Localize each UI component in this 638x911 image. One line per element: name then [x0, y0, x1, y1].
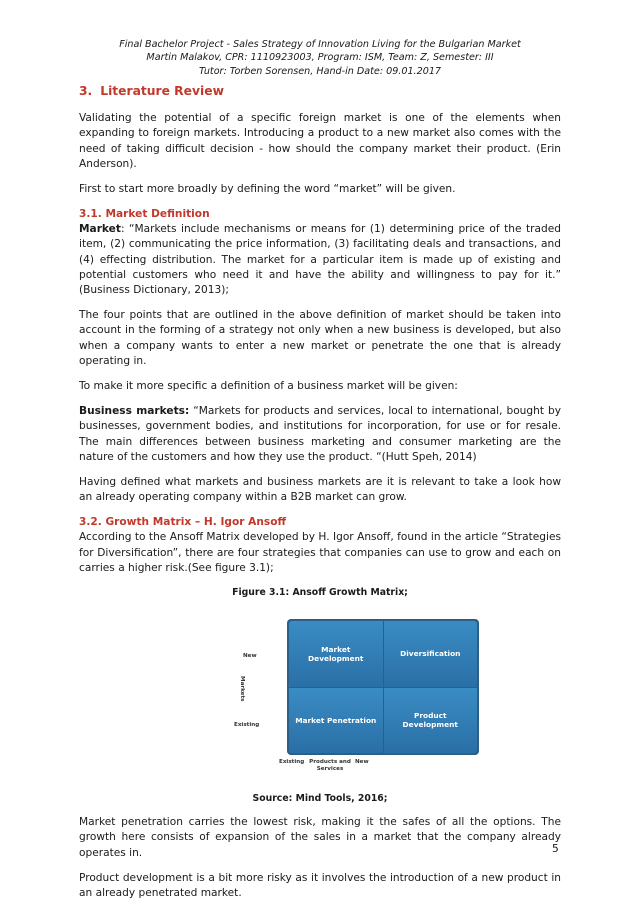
- y-axis-new-label: New: [243, 653, 257, 660]
- subsection-heading-market-definition: 3.1. Market Definition: [79, 208, 210, 221]
- paragraph-market-definition: [79, 222, 561, 298]
- subsection-heading-growth-matrix: 3.2. Growth Matrix – H. Igor Ansoff: [79, 516, 287, 529]
- header-line-1: Final Bachelor Project - Sales Strategy of Innovation Living for the Bulgarian Market: [119, 39, 521, 50]
- quadrant-market-penetration: Market Penetration: [289, 688, 383, 754]
- running-header: [79, 38, 561, 78]
- paragraph-market-word: First to start more broadly by defining the word “market” will be given.: [79, 183, 456, 196]
- business-markets-label: Business markets:: [79, 405, 190, 418]
- x-axis-new-label: New: [355, 759, 369, 766]
- paragraph-business-market-intro: To make it more specific a definition of a business market will be given:: [79, 380, 458, 393]
- figure-caption: Figure 3.1: Ansoff Growth Matrix;: [232, 587, 408, 599]
- quadrant-diversification: Diversification: [384, 621, 478, 687]
- x-axis-products-services-label: Products and Services: [309, 759, 351, 773]
- quadrant-market-development: Market Development: [289, 621, 383, 687]
- paragraph-intro: Validating the potential of a specific foreign market is one of the elements when expanding to foreign markets. Introducing a product to a new market also comes with the need of taking difficult decision - how should the company market their product. (Erin Anderson).: [79, 112, 561, 170]
- header-line-2: Martin Malakov, CPR: 1110923003, Program: ISM, Team: Z, Semester: III: [146, 52, 494, 64]
- paragraph-ansoff-intro: According to the Ansoff Matrix developed by H. Igor Ansoff, found in the article “Strategies for Diversification”, there are four strategies that companies can use to grow and each on carries a higher risk.(See figure 3.1);: [79, 531, 561, 574]
- quadrant-product-development: Product Development: [384, 688, 478, 754]
- y-axis-existing-label: Existing: [234, 722, 260, 729]
- ansoff-grid: [287, 619, 479, 755]
- x-axis-existing-label: Existing: [279, 759, 305, 766]
- paragraph-product-development: Product development is a bit more risky as it involves the introduction of a new product in an already penetrated market.: [79, 871, 561, 899]
- paragraph-market-penetration: Market penetration carries the lowest risk, making it the safes of all the options. The growth here consists of expansion of the sales in a market that the company already operates in.: [79, 816, 561, 859]
- market-definition-text: : “Markets include mechanisms or means for (1) determining price of the traded item, (2) communicating the price information, (3) facilitating deals and transactions, and (4) effecting distribution. The market for a particular item is made up of existing and potential customers who need it and have the ability and willingness to pay for it.” (Business Dictionary, 2013);: [79, 223, 561, 297]
- section-title: Literature Review: [100, 84, 224, 99]
- header-line-3: Tutor: Torben Sorensen, Hand-in Date: 09.01.2017: [198, 65, 442, 77]
- figure-source: Source: Mind Tools, 2016;: [252, 793, 388, 805]
- section-number: 3.: [79, 84, 93, 99]
- business-markets-text: “Markets for products and services, local to international, bought by businesses, government bodies, and institutions for incorporation, for use or for resale. The main differences between business marketing and consumer marketing are the nature of the customers and how they use the product. “(Hutt Speh, 2014): [79, 405, 561, 463]
- document-page: [79, 38, 561, 911]
- paragraph-business-markets: [79, 404, 561, 465]
- page-number: 5: [552, 843, 559, 855]
- paragraph-four-points: The four points that are outlined in the above definition of market should be taken into account in the forming of a strategy not only when a new business is developed, but also when a company wants to enter a new market or penetrate the one that is already operating in.: [79, 309, 561, 367]
- section-heading-literature-review: [79, 84, 561, 99]
- y-axis-markets-label: Markets: [239, 676, 245, 702]
- market-label: Market: [79, 223, 121, 236]
- paragraph-having-defined: Having defined what markets and business markets are it is relevant to take a look how an already operating company within a B2B market can grow.: [79, 476, 561, 504]
- ansoff-matrix-figure: [79, 609, 561, 784]
